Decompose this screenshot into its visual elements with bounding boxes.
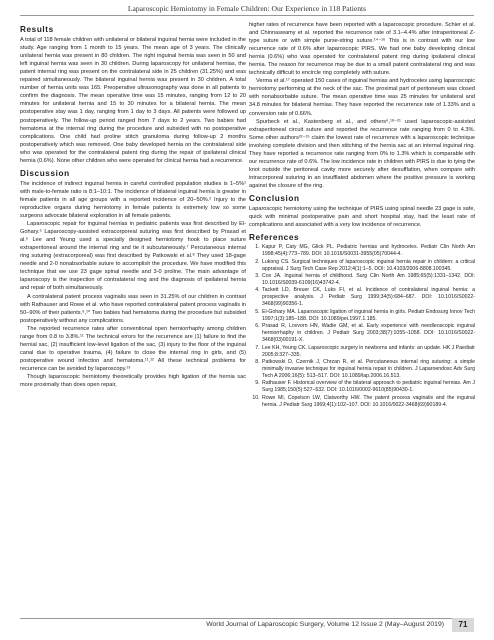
reference-list (249, 244, 475, 409)
results-paragraph: A total of 118 female children with unilateral or bilateral inguinal hernia were included in the study. Age ranging from 1 month to 15 years. The mean age of 3 years. The clinically unilateral hernia was present in 80 children. The right inguinal hernia was seen in 50 and left inguinal hernia was seen in 30 children. During laparoscopy for unilateral hernias, the patent internal ring was present on the contralateral side in 25 children (31.25%) and was repaired simultaneously. The bilateral inguinal hernia was present in 30 children. A total number of hernia units was 165. Preoperative ultrasonography was done in all patients to confirm the diagnosis. The mean operative time was 15 minutes, ranging from 12 to 20 minutes for unilateral hernia and 15 to 30 minutes for a bilateral hernia. The mean postoperative stay was 1 day, ranging from 1 day to 3 days. All patients were followed up postoperatively. The follow-up period ranged from 7 days to 2 years. Two babies had hematoma at the internal ring during the procedure and subsided with no postoperative complications. One child had proline stitch granuloma during follow-up 2 months postoperatively which was removed. One baby developed hernia on the contralateral side who was operated for the contralateral patent ring during the repair of ipsilateral clinical hernia (0.6%). None other children who were operated for clinical hernia had a recurrence. (20, 37, 246, 164)
reference-item: 8. Patkowski D, Czernik J, Chrzan R, et al. Percutaneous internal ring suturing: a simple minimally invasive technique for inguinal hernia repair in children. J Laparoendosc Adv Surg Tech A 2006;16(5): 513–517. DOI: 10.1089/lap.2006.16.513. (261, 359, 475, 380)
references-heading: References (249, 233, 300, 243)
reference-item: 7. Lee KH, Yeung CK. Laparoscopic surgery in newborns and infants: an update. HK J Paediatr 2005;8:327–335. (261, 345, 475, 359)
reference-item: 1. Kapur P, Caty MG, Glick PL. Pediatric hernias and hydroceles. Pediatr Clin North Am 1998;45(4):773–789. DOI: 10.1016/S0031-3955(05)70044-4. (261, 244, 475, 258)
discussion-paragraph: Laparoscopic repair for inguinal hernias in pediatric patients was first described by El-Gohary.⁵ Laparoscopy-assisted extracorporeal suturing was first described by Prasad et al.⁶ Lee and Yeung used a specially designed herniotomy hook to place suture extraperitoneal around the internal ring and tie it subcutaneously.⁷ Percutaneous internal ring suturing (extracorporeal) was first described by Patkowski et al.⁸ They used 18-gage needle and 2-0 nonabsorbable suture to accomplish the procedure. We have modified this technique that we use 23 gage spinal needle and 3-0 proline. The main advantage of laparoscopy is the inspection of contralateral ring and the diagnosis of ipsilateral hernia and repair of both simultaneously. (20, 221, 246, 292)
conclusion-paragraph: Laparoscopic herniotomy using the technique of PIRS using spinal needle 23 gage is safe, quick with minimal postoperative pain and short hospital stay, had the least rate of complications and associated with a very low incidence of recurrence. (249, 206, 475, 229)
discussion-paragraph: A contralateral patent process vaginalis was seen in 31.25% of our children in contrast with Rathauser and Rowe et al. who have reported contralateral patent process vaginalis in 50–90% of their patients.⁹,¹⁰ Two babies had hematoma during the procedure but subsided postoperatively without any complications. (20, 293, 246, 324)
discussion-paragraph: higher rates of recurrence have been reported with a laparoscopic procedure. Schier et al. and Chinnaswamy et al. reported the recurrence rate of 3.1–4.4% after intraperitoneal Z-type suture or with simple purse-string suture.¹⁴⁻¹⁶ This is in contrast with our low recurrence rate of 0.6% after laparoscopic PIRS. We had one baby developing clinical hernia (0.6%) who was operated for contralateral patent ring during ipsilateral clinical hernia. The reason for recurrence may be due to a small patent contralateral ring and was technically difficult to encircle ring completely with suture. (249, 22, 475, 77)
page-number: 71 (452, 618, 474, 632)
discussion-paragraph: Verma et al.¹⁷ operated 150 cases of inguinal hernias and hydroceles using laparoscopic herniotomy performing at the neck of the sac. The proximal part of peritoneum was closed with nonabsorbable suture. The mean operative time was 25 minutes for unilateral and 34.8 minutes for bilateral hernias. They have reported the recurrence rate of 1.33% and a conversion rate of 0.66%. (249, 78, 475, 117)
reference-item: 3. Cox JA. Inguinal hernia of childhood. Surg Clin North Am 1985;65(5):1331–1342. DOI: 10.1016/S0039-6109(16)43742-4. (261, 273, 475, 287)
journal-footer: World Journal of Laparoscopic Surgery, Volume 12 Issue 2 (May–August 2019) (206, 621, 444, 628)
reference-item: 9. Rathauser F. Historical overview of the bilateral approach to pediatric inguinal hernias. Am J Surg 1985;150(5):527–532. DOI: 10.1016/0002-9610(85)90430-1. (261, 380, 475, 394)
reference-item: 2. Lukong CS. Surgical techniques of laparoscopic inguinal hernia repair in childern: a critical appraisal. J Surg Tech Case Rep 2012;4(1):1–5. DOI: 10.4103/2006-8808.100345. (261, 259, 475, 273)
footer-rule (20, 618, 474, 619)
reference-item: 4. Tackett LD, Breuer CK, Luks FI, et al. Incidence of contralateral inguinal hernia: a prospective analysis. J Pediatr Surg 1999;34(5):684–687. DOI: 10.1016/S0022-3468(99)90356-1. (261, 287, 475, 308)
conclusion-heading: Conclusion (249, 193, 300, 203)
discussion-paragraph: The reported recurrence rates after conventional open herniorrhaphy among children range from 0.8 to 3.8%.¹¹ The technical errors for the recurrence are (1) failure to find the hernial sac, (2) insufficient low-level ligation of the sac, (3) injury to the floor of the inguinal canal due to operative trauma, (4) failure to close the internal ring in girls, and (5) postoperative wound infection and hematoma.¹¹,¹² All these technical problems for recurrence can be avoided by laparoscopy.¹³ (20, 325, 246, 372)
running-title: Laparoscopic Hemiotomy in Female Children: Our Experience in 118 Patients (127, 4, 367, 13)
left-column (20, 21, 246, 389)
reference-item: 6. Prasad R, Lovvorn HN, Wadie GM, et al. Early experience with needleoscopic inguinal herniorrhaphy in children. J Pediatr Surg 2003;38(7):1055–1058. DOI: 10.1016/S0022-3468(03)00191-X. (261, 323, 475, 344)
discussion-heading: Discussion (20, 168, 70, 178)
header-rule (20, 15, 474, 16)
reference-item: 5. El-Gohary MA. Laparoscopic ligation of inguinal hernia in girls. Pediatr Endosurg Innov Tech 1997;1(3):185–188. DOI: 10.1089/pei.1997.1.185. (261, 309, 475, 323)
discussion-paragraph: The incidence of indirect inguinal hernia in careful controlled population studies is 1–5%¹ with male-to-female ratio is 8:1–10:1. The incidence of bilateral inguinal hernia is greater in female patients in all age groups with a reported incidence of 20–50%.² Injury to the reproductive organs during herniotomy in female patients is extremely low so some surgeons advocate bilateral exploration in all female patients. (20, 180, 246, 220)
right-column (249, 21, 475, 409)
discussion-paragraph: Spurbeck et al., Kastenberg et al., and others⁶,¹⁸⁻²¹ used laparoscopic-assisted extraperitoneal circuit suture and reported the recurrence rate ranging from 0 to 4.3%. Some other authors²²⁻²⁵ claim the lowest rate of recurrence with a laparoscopic technique involving complete division and then stitching of the hernia sac at an internal inguinal ring. They have reported a recurrence rate ranging from 0% to 1.3% which is comparable with our recurrence rate of 0.6%. The low incidence rate in children with PIRS is due to tying the knot outside the peritoneal cavity more securely after desufflation, when compare with intracorporeal suturing in an insufflated abdomen where the positive pressure is working against the closure of the ring. (249, 118, 475, 189)
reference-item: 10. Rowe MI, Copelson LW, Clatworthy HW. The patent process vaginalis and the inguinal hernia. J Pediatr Surg 1969;4(1):102–107. DOI: 10.1016/0022-3468(69)90189-4. (261, 395, 475, 409)
discussion-paragraph: Though laparoscopic herniotomy theoretically provides high ligation of the hernia sac more proximally than does open repair, (20, 373, 246, 389)
results-heading: Results (20, 25, 54, 34)
